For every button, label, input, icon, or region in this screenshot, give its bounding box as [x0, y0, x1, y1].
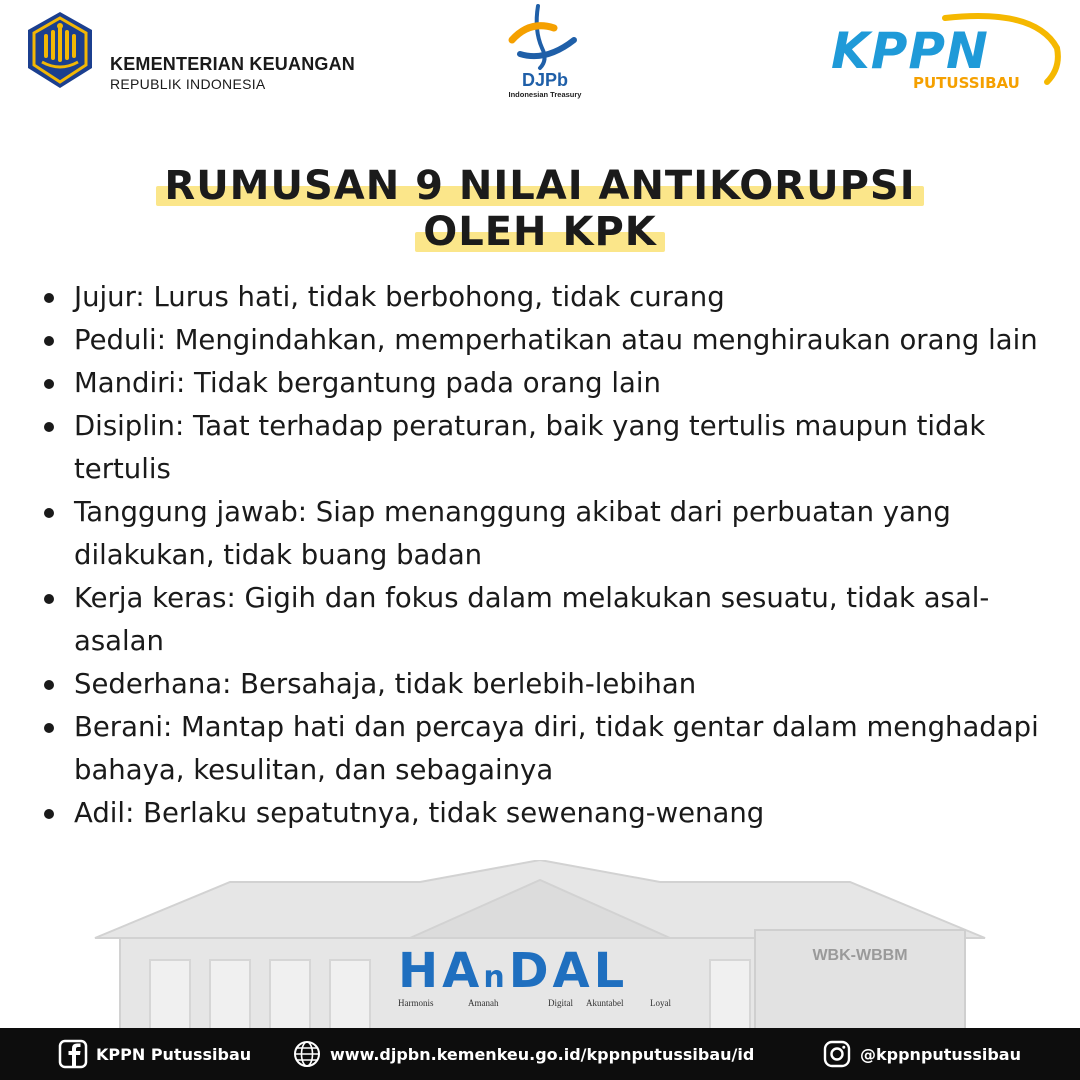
footer-facebook[interactable]: [58, 1028, 251, 1080]
handal-word-dal: DAL: [508, 943, 629, 999]
ministry-subtitle: REPUBLIK INDONESIA: [110, 76, 266, 92]
handal-tag: Amanah: [468, 998, 499, 1008]
globe-icon: [292, 1039, 322, 1069]
value-text: Kerja keras: Gigih dan fokus dalam melakukan sesuatu, tidak asal-asalan: [74, 582, 990, 657]
ministry-name: KEMENTERIAN KEUANGAN: [110, 54, 356, 74]
kppn-name: KPPN: [831, 22, 989, 80]
djpb-subtitle: Indonesian Treasury: [508, 90, 582, 99]
facebook-icon: [58, 1039, 88, 1069]
title-line-2: OLEH KPK: [415, 210, 665, 254]
handal-wordmark: [398, 945, 628, 1004]
djpb-logo-icon: [490, 0, 600, 72]
value-text: Sederhana: Bersahaja, tidak berlebih-lebihan: [74, 668, 697, 700]
value-item: [38, 663, 1058, 706]
bullet-icon: [44, 809, 54, 819]
bullet-icon: [44, 680, 54, 690]
kemenkeu-emblem-icon: [20, 10, 100, 90]
value-item: [38, 319, 1058, 362]
footer-website[interactable]: [292, 1028, 754, 1080]
bullet-icon: [44, 723, 54, 733]
djpb-name: DJPb: [521, 70, 568, 90]
handal-tag: Loyal: [650, 998, 671, 1008]
bullet-icon: [44, 508, 54, 518]
kppn-logo: [825, 8, 1065, 98]
value-text: Berani: Mantap hati dan percaya diri, tidak gentar dalam menghadapi bahaya, kesulitan, dan sebagainya: [74, 711, 1039, 786]
instagram-handle: @kppnputussibau: [860, 1044, 1021, 1064]
building-signboard: WBK-WBBM: [812, 947, 908, 964]
value-item: [38, 706, 1058, 792]
bullet-icon: [44, 594, 54, 604]
kemenkeu-logo: [20, 10, 360, 90]
handal-tag: Digital: [548, 998, 573, 1008]
bullet-icon: [44, 336, 54, 346]
value-text: Jujur: Lurus hati, tidak berbohong, tidak curang: [74, 281, 725, 313]
instagram-icon: [822, 1039, 852, 1069]
handal-logo: [398, 945, 688, 1015]
handal-word-n: n: [483, 960, 509, 995]
handal-tag: Harmonis: [398, 998, 434, 1008]
value-item: [38, 491, 1058, 577]
handal-tag: Akuntabel: [586, 998, 624, 1008]
value-item: [38, 577, 1058, 663]
facebook-handle: KPPN Putussibau: [96, 1044, 252, 1064]
value-text: Disiplin: Taat terhadap peraturan, baik yang tertulis maupun tidak tertulis: [74, 410, 986, 485]
value-item: [38, 276, 1058, 319]
value-item: [38, 792, 1058, 835]
anticorruption-values-list: [38, 276, 1058, 835]
kppn-subtitle: PUTUSSIBAU: [913, 74, 1020, 92]
website-url: www.djpbn.kemenkeu.go.id/kppnputussibau/id: [330, 1044, 755, 1064]
footer-instagram[interactable]: [822, 1028, 1021, 1080]
value-item: [38, 362, 1058, 405]
djpb-logo: [490, 0, 600, 110]
title-line-1: RUMUSAN 9 NILAI ANTIKORUPSI: [156, 164, 923, 208]
bullet-icon: [44, 293, 54, 303]
footer-bar: [0, 1028, 1080, 1080]
value-text: Adil: Berlaku sepatutnya, tidak sewenang-wenang: [74, 797, 765, 829]
value-item: [38, 405, 1058, 491]
page-title: [0, 164, 1080, 256]
handal-word-ha: HA: [398, 943, 484, 999]
value-text: Mandiri: Tidak bergantung pada orang lain: [74, 367, 661, 399]
value-text: Peduli: Mengindahkan, memperhatikan atau menghiraukan orang lain: [74, 324, 1038, 356]
value-text: Tanggung jawab: Siap menanggung akibat dari perbuatan yang dilakukan, tidak buang badan: [74, 496, 951, 571]
bullet-icon: [44, 422, 54, 432]
bullet-icon: [44, 379, 54, 389]
